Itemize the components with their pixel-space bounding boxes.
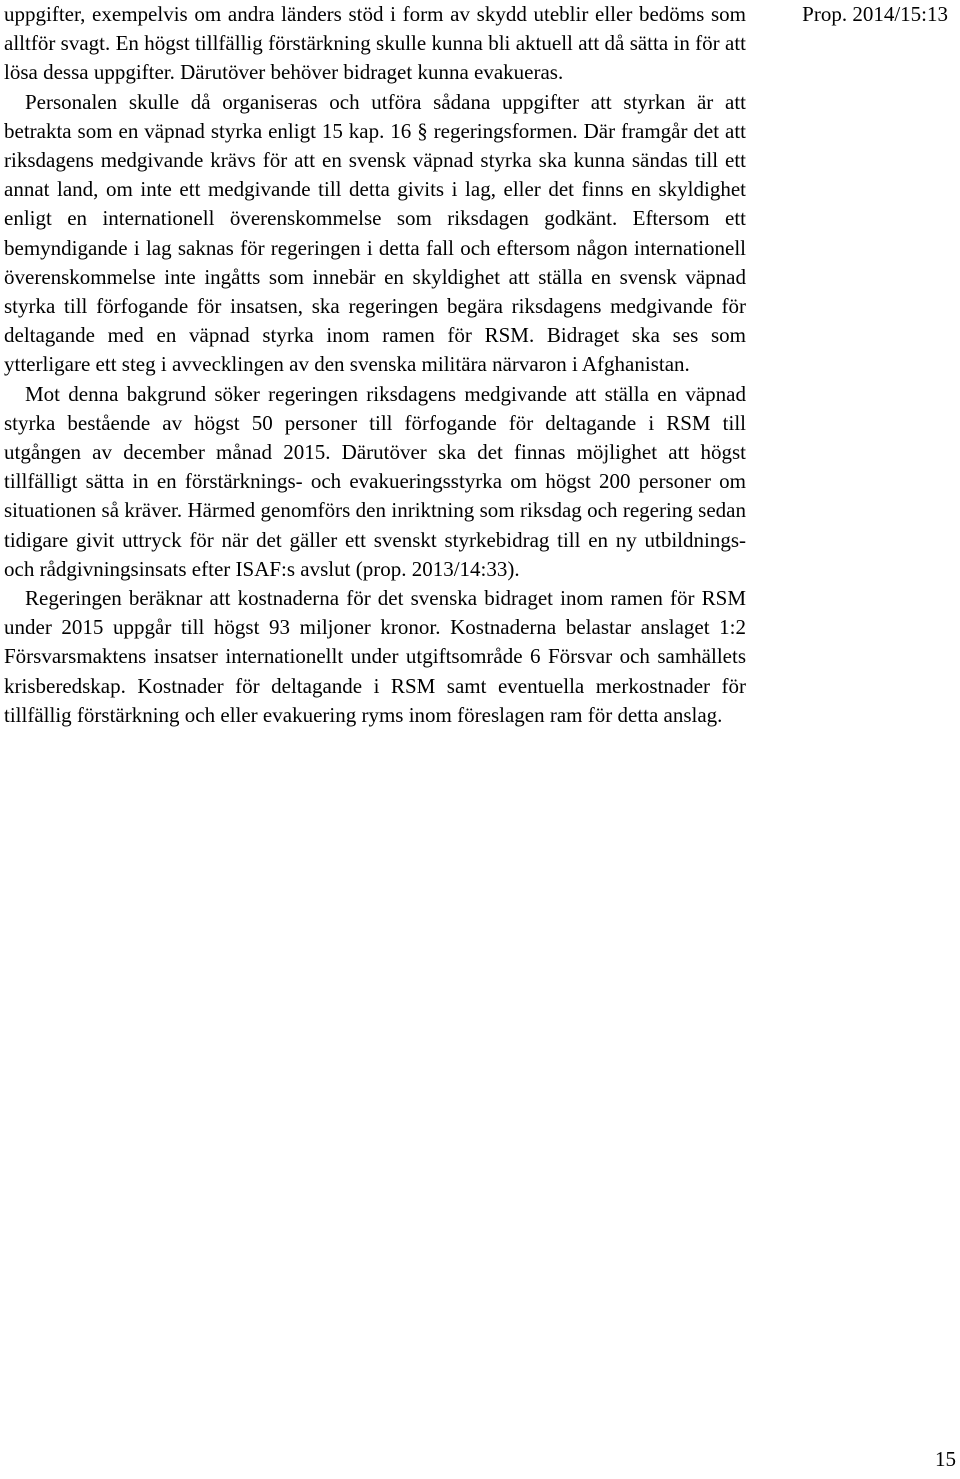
paragraph: Regeringen beräknar att kostnaderna för det svenska bidraget inom ramen för RSM under 2015 uppgår till högst 93 miljoner kronor. Kostnaderna belastar anslaget 1:2 Försvarsmaktens insatser internationellt under utgiftsområde 6 Försvar och samhällets krisberedskap. Kostnader för deltagande i RSM samt eventuella merkostnader för tillfällig förstärkning och eller evakuering ryms inom föreslagen ram för detta anslag. <box>4 586 746 727</box>
document-body <box>4 0 746 730</box>
paragraph: Personalen skulle då organiseras och utföra sådana uppgifter att styrkan är att betrakta som en väpnad styrka enligt 15 kap. 16 § regeringsformen. Där framgår det att riksdagens medgivande krävs för att en svensk väpnad styrka ska kunna sändas till ett annat land, om inte ett medgivande till detta givits i lag, eller det finns en skyldighet enligt en internationell överenskommelse som riksdagen godkänt. Eftersom ett bemyndigande i lag saknas för regeringen i detta fall och eftersom någon internationell överenskommelse inte ingåtts som innebär en skyldighet att ställa en svensk väpnad styrka till förfogande för insatsen, ska regeringen begära riksdagens medgivande för deltagande med en väpnad styrka inom ramen för RSM. Bidraget ska ses som ytterligare ett steg i avvecklingen av den svenska militära närvaron i Afghanistan. <box>4 89 746 377</box>
page-number: 15 <box>935 1447 956 1471</box>
paragraph: uppgifter, exempelvis om andra länders stöd i form av skydd uteblir eller bedöms som alltför svagt. En högst tillfällig förstärkning skulle kunna bli aktuell att då sätta in för att lösa dessa uppgifter. Därutöver behöver bidraget kunna evakueras. <box>4 2 746 85</box>
proposition-reference: Prop. 2014/15:13 <box>802 2 948 26</box>
paragraph: Mot denna bakgrund söker regeringen riksdagens medgivande att ställa en väpnad styrka bestående av högst 50 personer till förfogande för deltagande i RSM till utgången av december månad 2015. Därutöver ska det finnas möjlighet att högst tillfälligt sätta in en förstärknings- och evakueringsstyrka om högst 200 personer om situationen så kräver. Härmed genomförs den inriktning som riksdag och regering sedan tidigare givit uttryck för när det gäller ett svenskt styrkebidrag till en ny utbildnings- och rådgivningsinsats efter ISAF:s avslut (prop. 2013/14:33). <box>4 381 746 581</box>
